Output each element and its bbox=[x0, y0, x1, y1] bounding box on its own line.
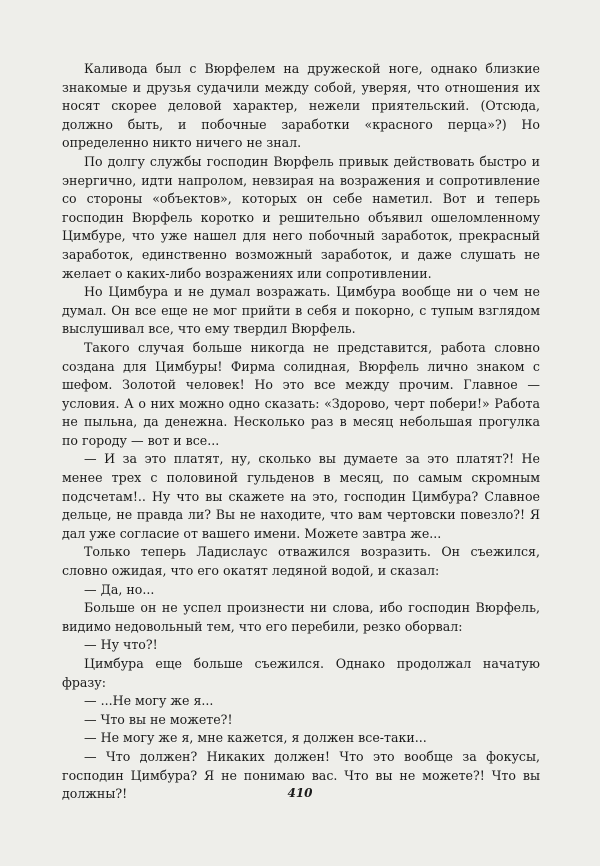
page-text bbox=[62, 60, 540, 804]
paragraph-8: Больше он не успел произнести ни слова, ибо господин Вюрфель, видимо недовольный тем, что его перебили, резко оборвал: bbox=[62, 600, 540, 634]
paragraph-14: — Что должен? Никаких должен! Что это вообще за фокусы, господин Цимбура? Я не понимаю вас. Что вы не можете?! Что вы должны?! bbox=[62, 748, 540, 802]
paragraph-6: Только теперь Ладислаус отважился возразить. Он съежился, словно ожидая, что его окатят ледяной водой, и сказал: bbox=[62, 544, 540, 579]
paragraph-1: Каливода был с Вюрфелем на дружеской ноге, однако близкие знакомые и друзья судачили между собой, уверяя, что отношения их носят скорее деловой характер, нежели приятельский. (Отсюда, должно быть, и побочные заработки «красного перца»?) Но определенно никто ничего не знал. bbox=[62, 61, 540, 151]
paragraph-3: Но Цимбура и не думал возражать. Цимбура вообще ни о чем не думал. Он все еще не мог прийти в себя и покорно, с тупым взглядом выслушивал все, что ему твердил Вюрфель. bbox=[62, 284, 540, 337]
paragraph-9: — Ну что?! bbox=[84, 637, 158, 653]
paragraph-4: Такого случая больше никогда не представится, работа словно создана для Цимбуры! Фирма солидная, Вюрфель лично знаком с шефом. Золотой человек! Но это все между прочим. Главное — условия. А о них можно одно сказать: «Здорово, черт побери!» Работа не пыльна, да денежна. Несколько раз в месяц небольшая прогулка по городу — вот и все... bbox=[62, 339, 540, 448]
paragraph-12: — Что вы не можете?! bbox=[84, 711, 233, 727]
paragraph-13: — Не могу же я, мне кажется, я должен все-таки... bbox=[84, 730, 427, 746]
paragraph-7: — Да, но... bbox=[84, 581, 155, 597]
paragraph-11: — ...Не могу же я... bbox=[84, 693, 214, 709]
paragraph-10: Цимбура еще больше съежился. Однако продолжал начатую фразу: bbox=[62, 656, 540, 690]
paragraph-5: — И за это платят, ну, сколько вы думаете за это платят?! Не менее трех с половиной гульденов в месяц, по самым скромным подсчетам!.. Ну что вы скажете на это, господин Цимбура? Славное дельце, не правда ли? Вы не находите, что вам чертовски повезло?! Я дал уже согласие от вашего имени. Можете завтра же... bbox=[62, 451, 540, 541]
page-number: 410 bbox=[287, 786, 313, 800]
paragraph-2: По долгу службы господин Вюрфель привык действовать быстро и энергично, идти напролом, невзирая на возражения и сопротивление со стороны «объектов», которых он себе наметил. Вот и теперь господин Вюрфель коротко и решительно объявил ошеломленному Цимбуре, что уже нашел для него побочный заработок, прекрасный заработок, единственно возможный заработок, и даже слушать не желает о каких-либо возражениях или сопротивлении. bbox=[62, 153, 540, 281]
